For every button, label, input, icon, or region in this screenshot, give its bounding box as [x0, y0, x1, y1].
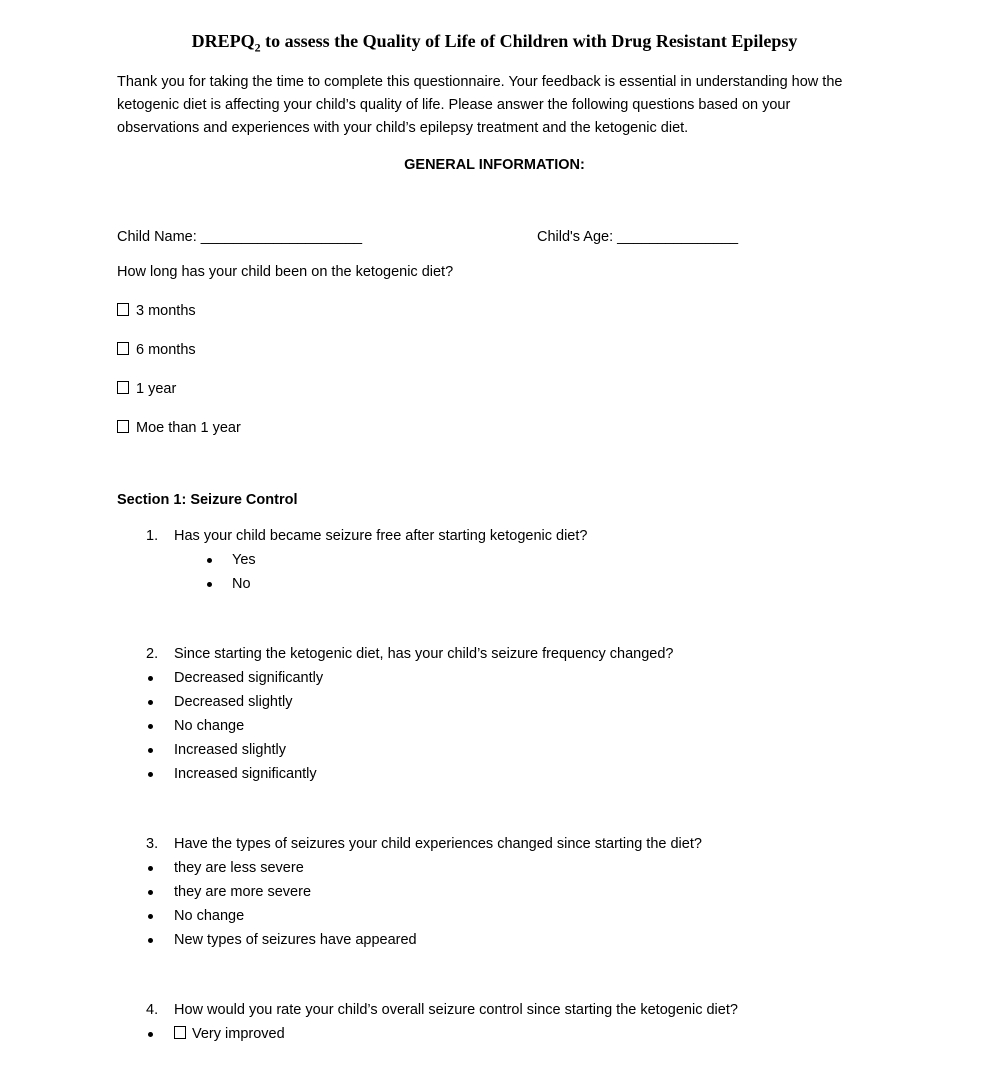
question-text: Has your child became seizure free after starting ketogenic diet? [174, 528, 588, 544]
checkbox-icon[interactable] [117, 303, 129, 316]
bullet-icon [148, 890, 153, 895]
answer-option-label: Decreased significantly [174, 670, 324, 686]
duration-option[interactable] [117, 339, 872, 362]
answer-option-label: they are more severe [174, 884, 312, 900]
checkbox-icon[interactable] [174, 1026, 186, 1039]
bullet-icon [207, 558, 212, 563]
answer-options-list [117, 1023, 872, 1046]
answer-option[interactable] [117, 691, 872, 714]
bullet-icon [207, 582, 212, 587]
bullet-icon [148, 1032, 153, 1037]
answer-option-label: Increased significantly [174, 766, 317, 782]
bullet-icon [148, 700, 153, 705]
answer-option[interactable] [117, 667, 872, 690]
answer-option-label: Increased slightly [174, 742, 287, 758]
bullet-icon [148, 938, 153, 943]
child-age-blank-line[interactable]: _______________ [613, 229, 739, 245]
answer-option[interactable] [117, 739, 872, 762]
duration-option-label: 3 months [136, 303, 196, 319]
child-name-blank-line[interactable]: ____________________ [196, 229, 363, 245]
answer-option[interactable] [117, 929, 872, 952]
general-information-heading: GENERAL INFORMATION: [404, 157, 585, 173]
answer-option-label: Decreased slightly [174, 694, 293, 710]
question-line [117, 525, 872, 548]
answer-option[interactable] [117, 549, 872, 572]
answer-option[interactable] [117, 905, 872, 928]
question-number: 2. [146, 646, 159, 662]
answer-option-label: Yes [232, 552, 256, 568]
checkbox-icon[interactable] [117, 381, 129, 394]
answer-option-label: No change [174, 718, 245, 734]
bullet-icon [148, 676, 153, 681]
question-number: 3. [146, 836, 159, 852]
section1-questions [117, 525, 872, 1046]
duration-option-label: 1 year [136, 381, 177, 397]
answer-option[interactable] [117, 573, 872, 596]
answer-option-label: No change [174, 908, 245, 924]
question-block [117, 525, 872, 596]
answer-option-label: they are less severe [174, 860, 304, 876]
question-number: 1. [146, 528, 159, 544]
child-age-field [537, 226, 738, 249]
duration-option[interactable] [117, 417, 872, 440]
answer-options-list [117, 667, 872, 786]
answer-option[interactable] [117, 1023, 872, 1046]
question-block [117, 999, 872, 1046]
question-line [117, 833, 872, 856]
answer-option-label: No [232, 576, 251, 592]
question-block [117, 833, 872, 952]
bullet-icon [148, 724, 153, 729]
question-number: 4. [146, 1002, 159, 1018]
answer-option[interactable] [117, 715, 872, 738]
duration-options-list [117, 300, 872, 440]
answer-options-list [117, 549, 872, 596]
question-line [117, 643, 872, 666]
answer-option[interactable] [117, 881, 872, 904]
duration-option[interactable] [117, 378, 872, 401]
duration-option-label: 6 months [136, 342, 196, 358]
section1-heading: Section 1: Seizure Control [117, 492, 298, 508]
question-block [117, 643, 872, 786]
child-age-label: Child's Age: [537, 229, 614, 245]
duration-option[interactable] [117, 300, 872, 323]
question-text: Since starting the ketogenic diet, has your child’s seizure frequency changed? [174, 646, 674, 662]
title-rest: to assess the Quality of Life of Children with Drug Resistant Epilepsy [260, 31, 798, 51]
title-prefix: DREPQ [191, 31, 255, 51]
bullet-icon [148, 772, 153, 777]
question-text: Have the types of seizures your child experiences changed since starting the diet? [174, 836, 702, 852]
answer-option-label: New types of seizures have appeared [174, 932, 417, 948]
bullet-icon [148, 866, 153, 871]
checkbox-icon[interactable] [117, 420, 129, 433]
question-line [117, 999, 872, 1022]
duration-option-label: Moe than 1 year [136, 420, 241, 436]
bullet-icon [148, 748, 153, 753]
answer-options-list [117, 857, 872, 952]
name-age-row [117, 226, 872, 249]
answer-option[interactable] [117, 763, 872, 786]
checkbox-icon[interactable] [117, 342, 129, 355]
document-title [117, 30, 872, 55]
answer-option[interactable] [117, 857, 872, 880]
child-name-field [117, 226, 537, 249]
title-subscript: 2 [254, 40, 261, 55]
bullet-icon [148, 914, 153, 919]
answer-option-label: Very improved [192, 1026, 285, 1042]
duration-question: How long has your child been on the ketogenic diet? [117, 264, 454, 280]
child-name-label: Child Name: [117, 229, 197, 245]
intro-paragraph: Thank you for taking the time to complete this questionnaire. Your feedback is essential in understanding how the ketogenic diet is affecting your child’s quality of life. Please answer the following questions based on your observations and experiences with your child’s epilepsy treatment and the ketogenic diet. [117, 74, 843, 136]
question-text: How would you rate your child’s overall seizure control since starting the ketogenic diet? [174, 1002, 738, 1018]
